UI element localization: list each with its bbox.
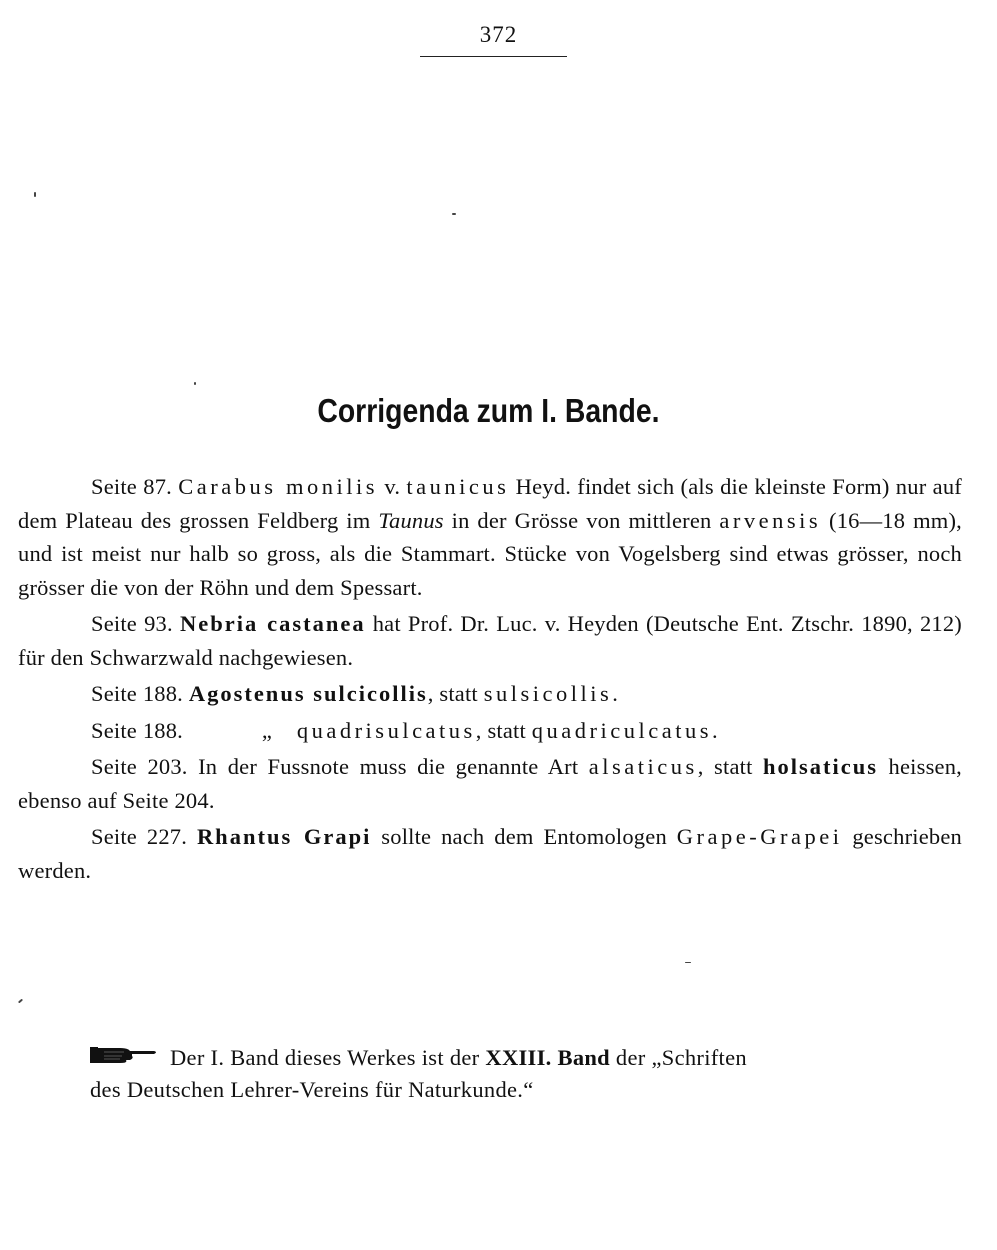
entry-text: In der Fussnote muss die genannte Art: [187, 754, 589, 779]
scan-speck: [194, 382, 196, 385]
notice-text-part: der „Schriften: [610, 1045, 747, 1070]
scan-speck: [452, 213, 456, 215]
corrigenda-list: [18, 470, 962, 890]
person-name: Grape-Grapei: [676, 824, 843, 849]
band-number: XXIII. Band: [485, 1045, 610, 1070]
corrigendum-entry: [18, 470, 962, 604]
ditto-mark: „: [261, 717, 273, 743]
page-reference: Seite 93.: [91, 611, 173, 636]
page-number: 372: [479, 22, 518, 47]
entry-text: heissen, ebenso auf Seite 204.: [18, 754, 962, 813]
corrigendum-entry: [18, 677, 962, 711]
scan-speck: [18, 999, 23, 1004]
page-reference: Seite 188.: [91, 717, 183, 743]
volume-notice: [90, 1042, 962, 1106]
entry-text: in der Grösse von mittleren: [443, 507, 720, 533]
entry-text: Heyd. findet sich (als die kleinste Form) nur auf dem Plateau des grossen Feldberg im: [18, 474, 962, 533]
species-name: Agostenus sulcicollis: [188, 681, 428, 706]
scan-speck: [34, 192, 36, 197]
notice-text-line: des Deutschen Lehrer-Vereins für Naturkunde.“: [90, 1077, 534, 1102]
species-name: quadrisulcatus: [296, 717, 476, 743]
page-reference: Seite 188.: [91, 681, 183, 706]
entry-text: , statt: [475, 717, 532, 743]
notice-text: [90, 1042, 962, 1106]
variety-name: taunicus: [406, 474, 510, 499]
wrong-spelling: holsaticus: [763, 754, 879, 779]
page-reference: Seite 87.: [91, 474, 172, 499]
pointing-hand-icon: [90, 1046, 158, 1064]
notice-text-part: Der I. Band dieses Werkes ist der: [170, 1045, 486, 1070]
corrigendum-entry: [18, 750, 962, 817]
species-name: Rhantus Grapi: [196, 824, 372, 849]
species-name: Carabus monilis: [178, 474, 379, 499]
corrigendum-entry: [18, 607, 962, 674]
place-name: Taunus: [378, 507, 444, 533]
entry-text: , statt: [427, 681, 484, 706]
page-reference: Seite 203.: [91, 754, 188, 779]
scan-speck: [685, 962, 691, 963]
entry-text: .: [711, 717, 718, 743]
corrigendum-entry: [18, 714, 962, 748]
species-name: Nebria castanea: [179, 611, 366, 636]
page-reference: Seite 227.: [91, 824, 188, 849]
page-number-rule: [420, 56, 567, 57]
page-heading: Corrigenda zum I. Bande.: [317, 392, 660, 429]
entry-text: v.: [378, 474, 407, 499]
entry-text: hat Prof. Dr. Luc. v. Heyden (Deutsche Ent. Ztschr. 1890, 212) für den Schwarzwald nachgewiesen.: [18, 611, 962, 670]
entry-text: geschrieben werden.: [18, 824, 962, 883]
entry-text: .: [612, 681, 619, 706]
species-name: alsaticus: [588, 754, 698, 779]
wrong-spelling: sulsicollis: [483, 681, 613, 706]
corrigendum-entry: [18, 820, 962, 887]
entry-text: sollte nach dem Entomologen: [371, 824, 677, 849]
wrong-spelling: quadriculcatus: [531, 717, 712, 743]
species-name: arvensis: [719, 507, 822, 533]
entry-text: , statt: [697, 754, 764, 779]
entry-text: (16—18 mm), und ist meist nur halb so gross, als die Stammart. Stücke von Vogelsberg sind etwas grösser, noch grösser die von der Röhn und dem Spessart.: [18, 507, 962, 600]
